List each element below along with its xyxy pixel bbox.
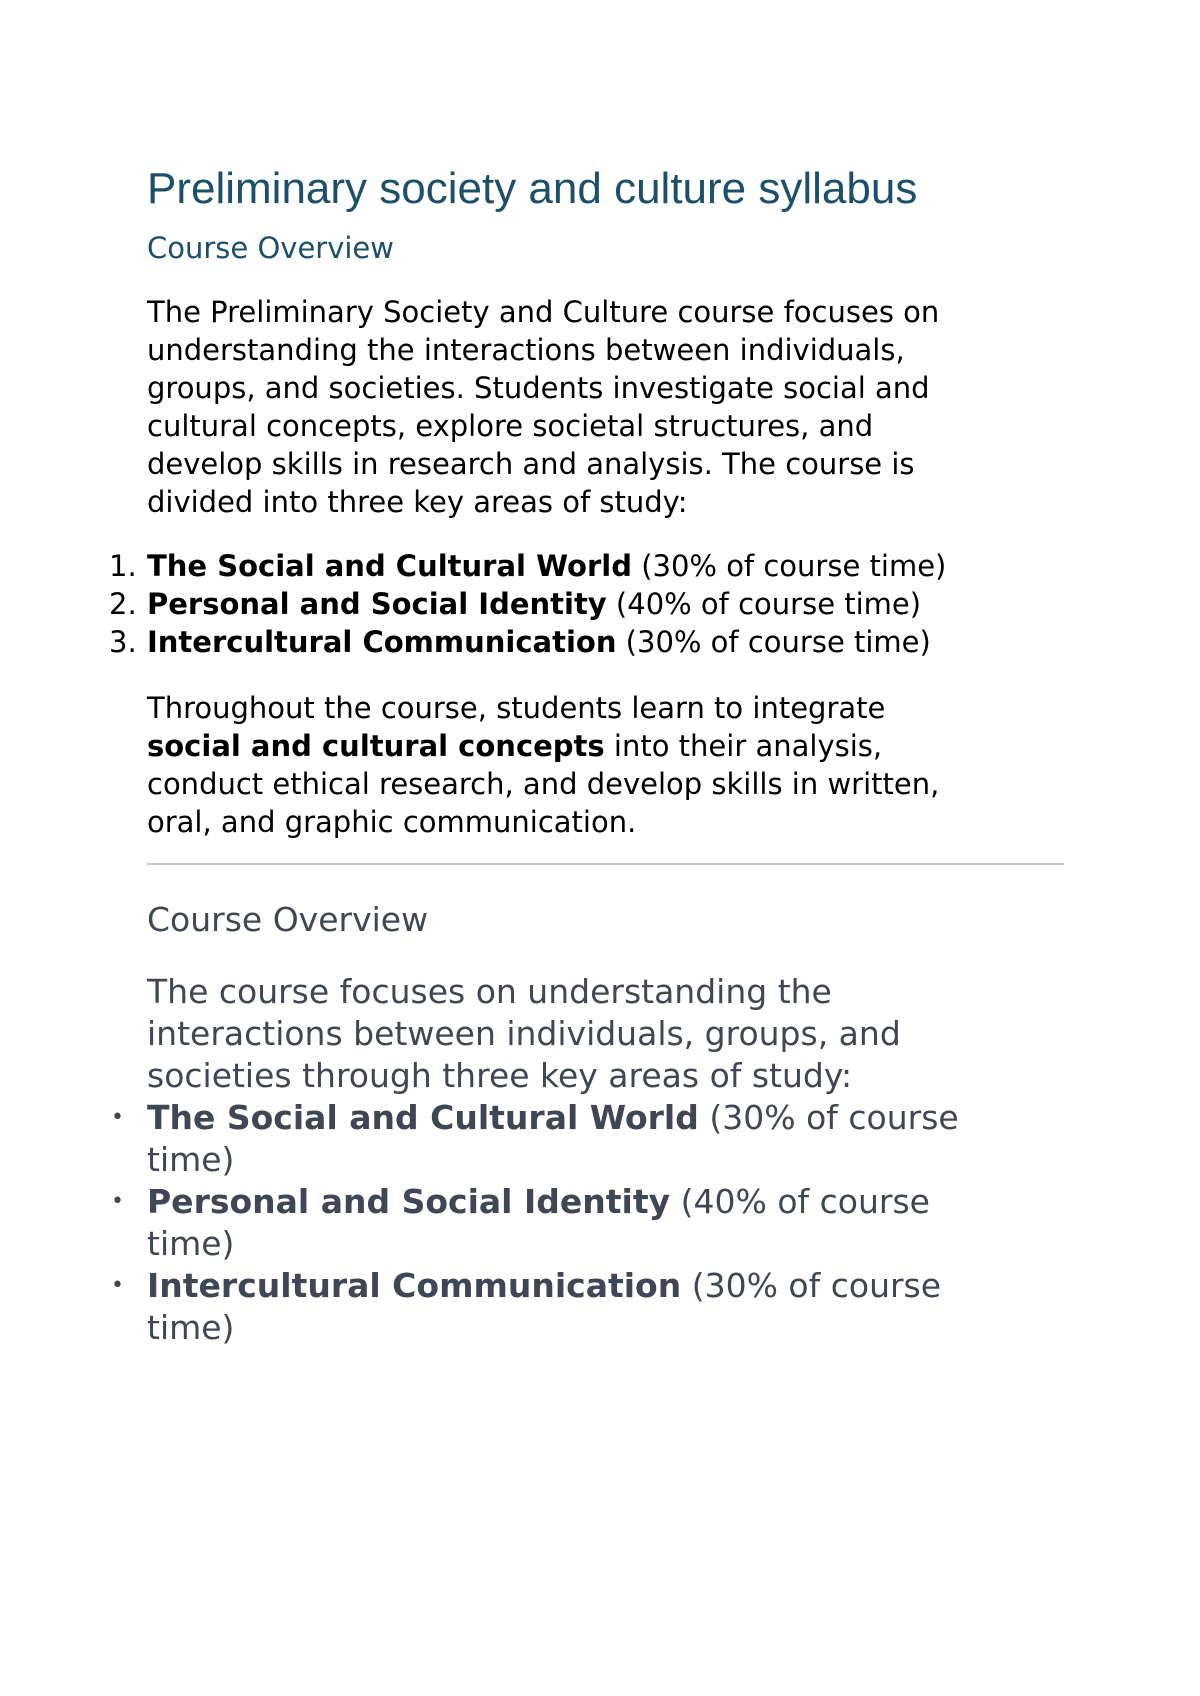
intro-line: develop skills in research and analysis. The course is	[147, 447, 915, 481]
bullet-item	[111, 1181, 1067, 1265]
area-detail-continued: time)	[147, 1308, 235, 1347]
area-name: Personal and Social Identity	[147, 587, 607, 621]
course-overview-subtitle: Course Overview	[147, 231, 394, 265]
section2-line: interactions between individuals, groups, and	[147, 1014, 901, 1053]
area-name: The Social and Cultural World	[147, 1098, 699, 1137]
intro-line: divided into three key areas of study:	[147, 485, 688, 519]
list-number: 3.	[109, 625, 137, 659]
area-detail: (40% of course	[670, 1182, 930, 1221]
bullet-icon: •	[111, 1273, 124, 1298]
intro-line: understanding the interactions between individuals,	[147, 333, 905, 367]
list-item	[109, 623, 1067, 661]
bullet-item	[111, 1265, 1067, 1349]
closing-paragraph	[147, 689, 1067, 841]
intro-paragraph	[147, 293, 1067, 521]
study-areas-bullet-list	[111, 1097, 1067, 1349]
document-title: Preliminary society and culture syllabus	[147, 164, 918, 213]
bullet-icon: •	[111, 1189, 124, 1214]
section2-paragraph	[147, 971, 1067, 1097]
closing-line: oral, and graphic communication.	[147, 805, 637, 839]
area-detail: (40% of course time)	[606, 587, 922, 621]
study-areas-numbered-list	[109, 547, 1067, 661]
area-name: The Social and Cultural World	[147, 549, 632, 583]
intro-line: The Preliminary Society and Culture course focuses on	[147, 295, 940, 329]
list-number: 2.	[109, 587, 137, 621]
document-content	[109, 160, 1067, 1349]
closing-line: into their analysis,	[604, 729, 883, 763]
intro-line: cultural concepts, explore societal structures, and	[147, 409, 874, 443]
list-number: 1.	[109, 549, 137, 583]
list-item	[109, 547, 1067, 585]
area-detail-continued: time)	[147, 1140, 235, 1179]
section2-line: The course focuses on understanding the	[147, 972, 832, 1011]
area-detail: (30% of course	[681, 1266, 942, 1305]
bullet-icon: •	[111, 1105, 124, 1130]
area-name: Personal and Social Identity	[147, 1182, 671, 1221]
course-overview-heading: Course Overview	[147, 900, 429, 939]
area-detail: (30% of course	[698, 1098, 959, 1137]
area-name: Intercultural Communication	[147, 1266, 682, 1305]
closing-line: conduct ethical research, and develop skills in written,	[147, 767, 940, 801]
section2-line: societies through three key areas of study:	[147, 1056, 853, 1095]
area-detail-continued: time)	[147, 1224, 235, 1263]
area-name: Intercultural Communication	[147, 625, 617, 659]
area-detail: (30% of course time)	[631, 549, 947, 583]
list-item	[109, 585, 1067, 623]
bullet-item	[111, 1097, 1067, 1181]
area-detail: (30% of course time)	[616, 625, 931, 659]
section-divider	[147, 863, 1064, 865]
closing-line: Throughout the course, students learn to integrate	[147, 691, 886, 725]
intro-line: groups, and societies. Students investigate social and	[147, 371, 930, 405]
closing-bold-phrase: social and cultural concepts	[147, 729, 605, 763]
